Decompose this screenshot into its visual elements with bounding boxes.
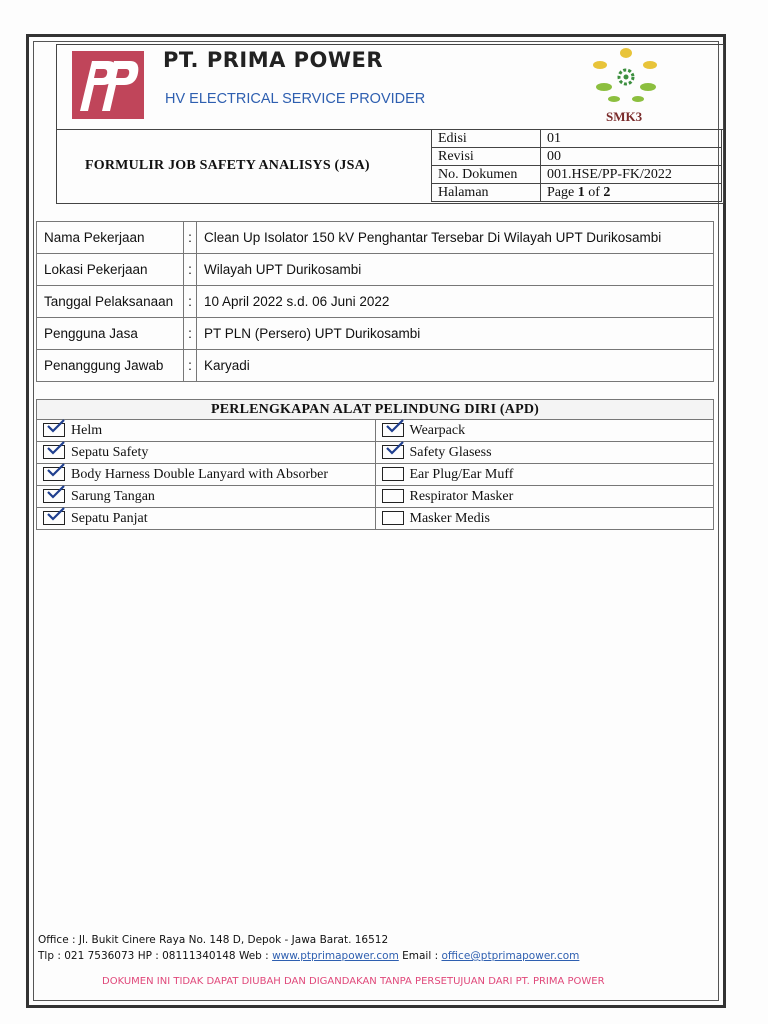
apd-item [37,508,376,530]
meta-label: Halaman [432,184,541,202]
apd-row [37,464,714,486]
smk3-label: SMK3 [606,109,643,124]
apd-item [375,508,714,530]
meta-label: Revisi [432,148,541,166]
document-meta-table [431,129,722,202]
apd-item [375,442,714,464]
info-value: PT PLN (Persero) UPT Durikosambi [197,318,714,350]
colon: : [184,254,197,286]
checked-checkbox[interactable] [43,511,65,525]
info-label: Tanggal Pelaksanaan [37,286,184,318]
company-logo-mark [72,51,144,119]
apd-item [37,420,376,442]
apd-item [375,464,714,486]
apd-item [375,486,714,508]
meta-value: 001.HSE/PP-FK/2022 [541,166,722,184]
info-row [37,222,714,254]
meta-row [432,166,722,184]
checkbox[interactable] [382,467,404,481]
apd-item [375,420,714,442]
apd-row [37,508,714,530]
form-header [56,130,724,204]
checked-checkbox[interactable] [43,423,65,437]
company-logo [72,51,144,119]
info-row [37,350,714,382]
info-value: 10 April 2022 s.d. 06 Juni 2022 [197,286,714,318]
apd-item [37,442,376,464]
apd-item [37,486,376,508]
colon: : [184,222,197,254]
info-label: Nama Pekerjaan [37,222,184,254]
meta-value: 01 [541,130,722,148]
company-name: PT. PRIMA POWER [163,48,384,72]
meta-value: 00 [541,148,722,166]
job-info-table [36,221,714,382]
info-row [37,254,714,286]
page-number [541,184,722,202]
colon: : [184,318,197,350]
apd-item-label: Body Harness Double Lanyard with Absorber [71,466,329,482]
checkbox[interactable] [382,489,404,503]
info-value: Wilayah UPT Durikosambi [197,254,714,286]
disclaimer: DOKUMEN INI TIDAK DAPAT DIUBAH DAN DIGANDAKAN TANPA PERSETUJUAN DARI PT. PRIMA POWER [102,976,605,987]
office-address: Office : Jl. Bukit Cinere Raya No. 148 D, Depok - Jawa Barat. 16512 [38,934,389,946]
page-of: of [584,184,604,200]
apd-item-label: Wearpack [409,422,466,438]
info-label: Lokasi Pekerjaan [37,254,184,286]
info-value: Clean Up Isolator 150 kV Penghantar Tersebar Di Wilayah UPT Durikosambi [197,222,714,254]
meta-row [432,130,722,148]
apd-title: PERLENGKAPAN ALAT PELINDUNG DIRI (APD) [37,400,714,420]
meta-label: Edisi [432,130,541,148]
apd-item-label: Sepatu Panjat [71,510,148,526]
smk3-logo [584,45,668,125]
smk3-emblem [584,45,668,125]
email-link[interactable]: office@ptprimapower.com [441,950,580,962]
meta-row [432,148,722,166]
meta-row [432,184,722,202]
company-tagline: HV ELECTRICAL SERVICE PROVIDER [165,91,426,107]
checked-checkbox[interactable] [43,445,65,459]
phone-text: Tlp : 021 7536073 HP : 08111340148 Web : [38,950,273,962]
page-total: 2 [603,184,611,200]
apd-table [36,399,714,530]
apd-row [37,486,714,508]
checked-checkbox[interactable] [43,489,65,503]
info-row [37,318,714,350]
page-prefix: Page [547,184,578,200]
website-link[interactable]: www.ptprimapower.com [272,950,399,962]
colon: : [184,350,197,382]
apd-item-label: Sarung Tangan [71,488,155,504]
letterhead [56,44,724,130]
info-label: Penanggung Jawab [37,350,184,382]
page-current: 1 [577,184,585,200]
checkbox[interactable] [382,511,404,525]
apd-item-label: Helm [71,422,103,438]
colon: : [184,286,197,318]
checked-checkbox[interactable] [43,467,65,481]
apd-row [37,420,714,442]
apd-item [37,464,376,486]
apd-item-label: Sepatu Safety [71,444,149,460]
info-value: Karyadi [197,350,714,382]
contact-line [38,950,579,962]
apd-item-label: Safety Glasess [409,444,492,460]
apd-item-label: Respirator Masker [409,488,514,504]
info-row [37,286,714,318]
apd-item-label: Ear Plug/Ear Muff [409,466,514,482]
info-label: Pengguna Jasa [37,318,184,350]
email-label: Email : [398,950,442,962]
apd-row [37,442,714,464]
checked-checkbox[interactable] [382,423,404,437]
apd-item-label: Masker Medis [409,510,490,526]
form-title: FORMULIR JOB SAFETY ANALISYS (JSA) [85,158,370,173]
checked-checkbox[interactable] [382,445,404,459]
meta-label: No. Dokumen [432,166,541,184]
